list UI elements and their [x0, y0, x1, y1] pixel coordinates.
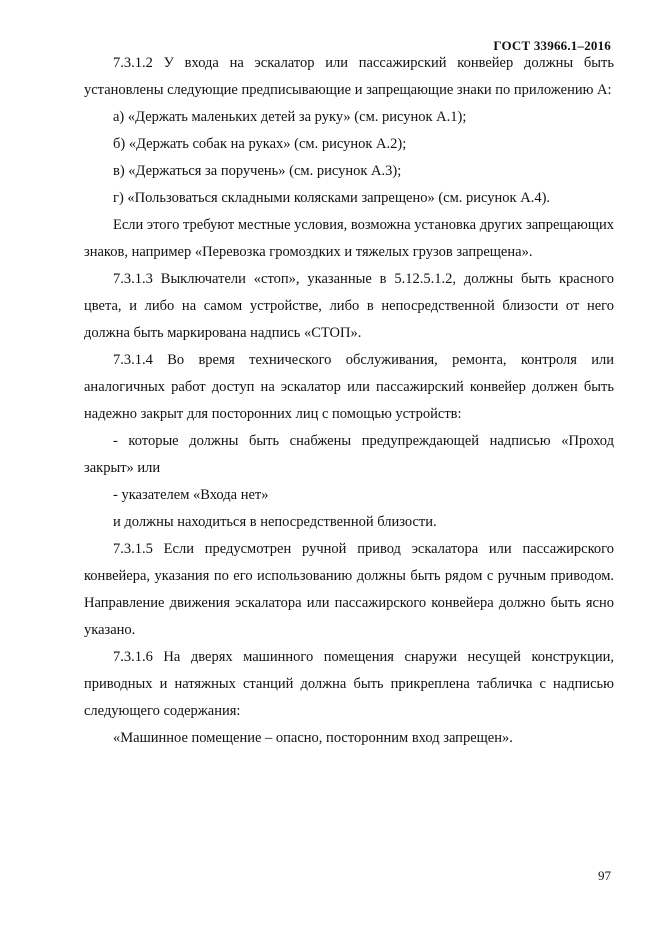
paragraph-7-3-1-5: 7.3.1.5 Если предусмотрен ручной привод эскалатора или пассажирского конвейера, указания по его использованию должны быть рядом с ручным приводом. Направление движения эскалатора или пассажирского конвейера должно быть ясно указано. [84, 541, 614, 638]
paragraph-7-3-1-2: 7.3.1.2 У входа на эскалатор или пассажирский конвейер должны быть установлены следующие предписывающие и запрещающие знаки по приложению А: [84, 55, 614, 98]
list-item-b: б) «Держать собак на руках» (см. рисунок А.2); [113, 136, 407, 152]
paragraph-proximity: и должны находиться в непосредственной близости. [113, 514, 437, 530]
list-item-v: в) «Держаться за поручень» (см. рисунок А.3); [113, 163, 402, 179]
list-item-g: г) «Пользоваться складными колясками запрещено» (см. рисунок А.4). [113, 190, 551, 206]
machine-room-sign-text: «Машинное помещение – опасно, посторонним вход запрещен». [113, 730, 513, 746]
paragraph-local-conditions: Если этого требуют местные условия, возможна установка других запрещающих знаков, например «Перевозка громоздких и тяжелых грузов запрещена». [84, 217, 614, 260]
page-number: 97 [598, 868, 611, 883]
bullet-warning-sign: - которые должны быть снабжены предупреждающей надписью «Проход закрыт» или [84, 433, 614, 476]
document-body [84, 50, 614, 752]
document-code-header: ГОСТ 33966.1–2016 [493, 38, 611, 53]
paragraph-7-3-1-3: 7.3.1.3 Выключатели «стоп», указанные в 5.12.5.1.2, должны быть красного цвета, и либо на самом устройстве, либо в непосредственной близости от него должна быть маркирована надпись «СТОП». [84, 271, 614, 341]
list-item-a: а) «Держать маленьких детей за руку» (см. рисунок А.1); [113, 109, 467, 125]
paragraph-7-3-1-6: 7.3.1.6 На дверях машинного помещения снаружи несущей конструкции, приводных и натяжных станций должна быть прикреплена табличка с надписью следующего содержания: [84, 649, 614, 719]
bullet-no-entry: - указателем «Входа нет» [113, 487, 269, 503]
paragraph-7-3-1-4: 7.3.1.4 Во время технического обслуживания, ремонта, контроля или аналогичных работ доступ на эскалатор или пассажирский конвейер должен быть надежно закрыт для посторонних лиц с помощью устройств: [84, 352, 614, 422]
